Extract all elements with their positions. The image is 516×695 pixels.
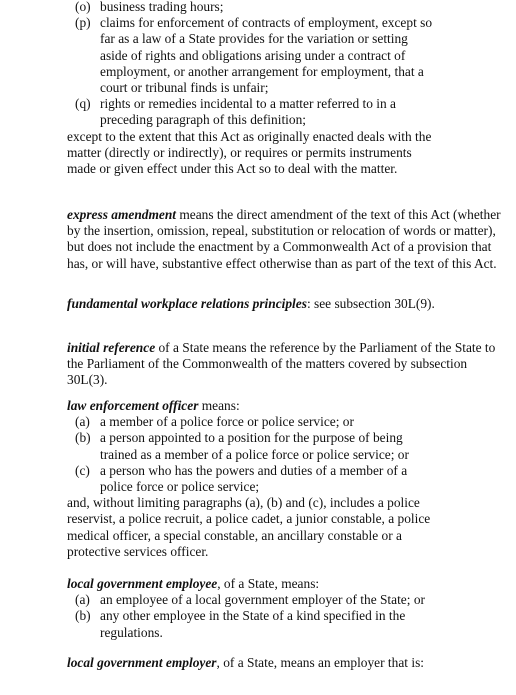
definition-text: of a State means the reference by the Parliament of the State to the Parliament of the Commonwealth of the matters covered by subsection 30L(3). bbox=[67, 340, 496, 388]
fundamental-principles-definition bbox=[0, 296, 516, 312]
paragraph-text: business trading hours; bbox=[100, 0, 224, 14]
paragraph-label: (o) bbox=[75, 0, 91, 14]
paragraph-text: a person appointed to a position for the purpose of being trained as a member of a police force or police service; or bbox=[100, 430, 409, 462]
paragraph-c bbox=[0, 463, 443, 495]
paragraph-label: (c) bbox=[75, 462, 90, 478]
initial-reference-definition bbox=[0, 340, 516, 389]
paragraph-label: (b) bbox=[75, 430, 91, 446]
local-government-employer-definition bbox=[0, 655, 516, 671]
except-clause: except to the extent that this Act as originally enacted deals with the matter (directly or indirectly), or requires or permits instruments made or given effect under this Act so to deal with the matter. bbox=[67, 128, 432, 177]
paragraph-text: a person who has the powers and duties of a member of a police force or police service; bbox=[100, 462, 408, 495]
law-enforcement-definition bbox=[0, 398, 443, 560]
definition-heading bbox=[0, 576, 443, 592]
paragraph-q bbox=[0, 96, 443, 128]
closing-text: and, without limiting paragraphs (a), (b) and (c), includes a police reservist, a police recruit, a police cadet, a junior constable, a police medical officer, a special constable, an ancillary constable or a protective services officer. bbox=[67, 495, 431, 559]
defined-term: fundamental workplace relations principles bbox=[67, 296, 307, 311]
paragraph-text: an employee of a local government employer of the State; or bbox=[100, 592, 425, 608]
definition-text: , of a State, means an employer that is: bbox=[216, 655, 425, 670]
paragraph-text: claims for enforcement of contracts of employment, except so far as a law of a State provides for the variation or setting aside of rights and obligations arising under a contract of employment, or another arrangement for employment, that a court or tribunal finds is unfair; bbox=[100, 15, 433, 96]
paragraph-text: any other employee in the State of a kind specified in the regulations. bbox=[100, 608, 406, 640]
paragraph-text: rights or remedies incidental to a matter referred to in a preceding paragraph of this definition; bbox=[100, 96, 396, 128]
paragraph-b bbox=[0, 430, 443, 462]
express-amendment-definition bbox=[0, 207, 516, 272]
defined-term: local government employer bbox=[67, 655, 217, 670]
paragraph-label: (p) bbox=[75, 15, 91, 31]
defined-term: initial reference bbox=[67, 340, 156, 355]
paragraph-label: (b) bbox=[75, 608, 91, 624]
paragraph-label: (a) bbox=[75, 414, 90, 430]
paragraph-a bbox=[0, 592, 443, 608]
paragraph-text: a member of a police force or police service; or bbox=[100, 414, 354, 430]
definition-heading bbox=[0, 398, 443, 414]
definition-text: means the direct amendment of the text of this Act (whether by the insertion, omission, repeal, substitution or relocation of words or matter), but does not include the enactment by a Commonwealth Act of a provision that has, or will have, substantive effect otherwise than as part of the text of this Act. bbox=[67, 207, 501, 271]
paragraph-o bbox=[0, 0, 443, 15]
definition-text: means: bbox=[198, 398, 240, 413]
definition-text: , of a State, means: bbox=[217, 576, 320, 591]
defined-term: express amendment bbox=[67, 207, 176, 222]
paragraph-b bbox=[0, 608, 443, 640]
paragraph-p bbox=[0, 15, 443, 96]
defined-term: law enforcement officer bbox=[67, 398, 199, 413]
paragraph-a bbox=[0, 414, 443, 430]
paragraph-label: (q) bbox=[75, 96, 91, 112]
definition-text: : see subsection 30L(9). bbox=[306, 296, 435, 311]
local-government-employee-definition bbox=[0, 576, 443, 641]
defined-term: local government employee bbox=[67, 576, 218, 591]
definition-continuation bbox=[0, 0, 443, 177]
paragraph-label: (a) bbox=[75, 592, 90, 608]
